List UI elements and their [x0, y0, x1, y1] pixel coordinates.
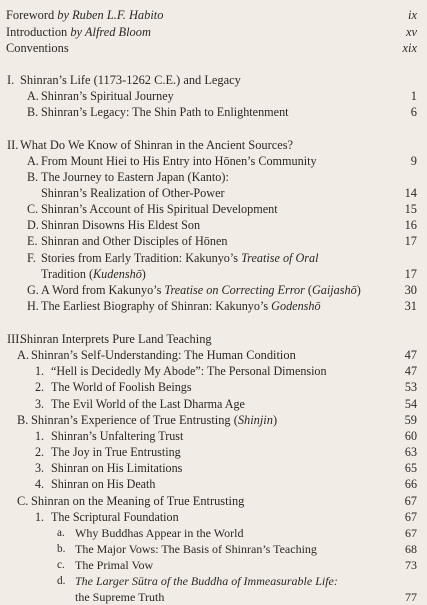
toc-entry-page-number: 47 — [404, 348, 417, 362]
toc-entry-page-number: 47 — [404, 364, 417, 378]
toc-entry-title: Why Buddhas Appear in the World — [75, 526, 244, 540]
toc-entry-label: D. — [27, 218, 39, 232]
toc-entry-title: The Joy in True Entrusting — [51, 445, 181, 459]
toc-entry-page-number: 1 — [410, 89, 417, 103]
toc-entry-title: What Do We Know of Shinran in the Ancient Sources? — [20, 138, 294, 152]
toc-row — [0, 7, 427, 23]
toc-row — [0, 379, 427, 395]
toc-entry-page-number: 66 — [404, 477, 417, 491]
toc-entry-page-number: xix — [402, 41, 417, 55]
toc-entry-title: Shinran and Other Disciples of Hōnen — [41, 234, 228, 248]
toc-entry-label: III. — [7, 332, 23, 346]
toc-entry-label: A. — [27, 89, 39, 103]
toc-entry-page-number: 77 — [405, 590, 417, 604]
toc-entry-page-number: 68 — [405, 542, 417, 556]
toc-row — [0, 589, 427, 605]
toc-entry-label: 4. — [35, 477, 45, 491]
toc-entry-title: The Major Vows: The Basis of Shinran’s Teaching — [75, 542, 317, 556]
toc-entry-page-number: ix — [408, 8, 417, 22]
toc-entry-page-number: 14 — [404, 186, 417, 200]
toc-row — [0, 24, 427, 40]
toc-entry-label: II. — [7, 138, 19, 152]
toc-entry-title: Shinran on the Meaning of True Entrusting — [31, 494, 245, 508]
toc-entry-page-number: 15 — [404, 202, 417, 216]
toc-entry-label: F. — [27, 251, 36, 265]
toc-entry-title: Shinran’s Spiritual Journey — [41, 89, 174, 103]
toc-row — [0, 557, 427, 573]
toc-entry-label: H. — [27, 299, 39, 313]
toc-entry-page-number: 67 — [404, 494, 417, 508]
toc-row — [0, 460, 427, 476]
toc-entry-title: The Larger Sūtra of the Buddha of Immeasurable Life: — [75, 574, 338, 588]
toc-entry-title: The Earliest Biography of Shinran: Kakunyo’s Godenshō — [41, 299, 321, 313]
toc-row — [0, 40, 427, 56]
toc-entry-label: 2. — [35, 380, 45, 394]
toc-entry-title: Shinran’s Experience of True Entrusting (Shinjin) — [31, 413, 278, 427]
toc-row — [0, 509, 427, 525]
toc-entry-label: 1. — [35, 429, 45, 443]
toc-entry-title: A Word from Kakunyo’s Treatise on Correcting Error (Gaijashō) — [41, 283, 361, 297]
toc-row — [0, 331, 427, 347]
toc-entry-title: the Supreme Truth — [75, 590, 165, 604]
toc-entry-title: Shinran Interprets Pure Land Teaching — [20, 332, 212, 346]
toc-entry-title: The Journey to Eastern Japan (Kanto): — [41, 170, 229, 184]
toc-entry-page-number: 53 — [404, 380, 417, 394]
toc-entry-title: The Scriptural Foundation — [51, 510, 179, 524]
toc-entry-title: Shinran on His Death — [51, 477, 156, 491]
toc-entry-title: Conventions — [6, 41, 69, 55]
toc-entry-label: 1. — [35, 510, 45, 524]
toc-entry-page-number: 6 — [410, 105, 417, 119]
toc-entry-label: I. — [7, 73, 15, 87]
toc-entry-label: 1. — [35, 364, 45, 378]
toc-entry-page-number: 54 — [404, 397, 417, 411]
toc-entry-title: Introduction by Alfred Bloom — [6, 25, 151, 39]
toc-entry-title: Shinran’s Account of His Spiritual Development — [41, 202, 278, 216]
toc-row — [0, 137, 427, 153]
toc-entry-page-number: 30 — [404, 283, 417, 297]
toc-row — [0, 493, 427, 509]
toc-row — [0, 298, 427, 314]
toc-entry-title: “Hell is Decidedly My Abode”: The Personal Dimension — [51, 364, 327, 378]
toc-entry-title: Shinran Disowns His Eldest Son — [41, 218, 201, 232]
toc-entry-label: c. — [57, 559, 65, 571]
toc-entry-title: Shinran’s Self-Understanding: The Human Condition — [31, 348, 296, 362]
toc-entry-page-number: 31 — [404, 299, 417, 313]
toc-entry-page-number: 9 — [410, 154, 417, 168]
toc-entry-title: Shinran on His Limitations — [51, 461, 183, 475]
toc-entry-label: b. — [57, 543, 66, 555]
toc-entry-page-number: 67 — [404, 510, 417, 524]
toc-entry-label: 2. — [35, 445, 45, 459]
toc-entry-label: 3. — [35, 461, 45, 475]
toc-entry-label: d. — [57, 575, 66, 587]
toc-entry-title: Shinran’s Unfaltering Trust — [51, 429, 184, 443]
toc-row — [0, 153, 427, 169]
toc-row — [0, 266, 427, 282]
toc-row — [0, 363, 427, 379]
toc-entry-page-number: 73 — [405, 558, 417, 572]
toc-row — [0, 428, 427, 444]
toc-entry-title: Shinran’s Legacy: The Shin Path to Enlightenment — [41, 105, 289, 119]
toc-row — [0, 282, 427, 298]
toc-entry-label: A. — [17, 348, 30, 362]
toc-row — [0, 476, 427, 492]
toc-entry-page-number: 16 — [404, 218, 417, 232]
toc-row — [0, 525, 427, 541]
toc-entry-label: B. — [27, 170, 39, 184]
toc-entry-page-number: 17 — [404, 267, 417, 281]
toc-entry-title: Shinran’s Realization of Other-Power — [41, 186, 225, 200]
toc-entry-title: Shinran’s Life (1173-1262 C.E.) and Legacy — [20, 73, 241, 87]
toc-entry-label: C. — [27, 202, 39, 216]
toc-entry-page-number: 60 — [404, 429, 417, 443]
toc-entry-label: G. — [27, 283, 39, 297]
toc-row — [0, 347, 427, 363]
toc-row — [0, 169, 427, 185]
toc-row — [0, 88, 427, 104]
toc-entry-label: B. — [17, 413, 29, 427]
toc-entry-label: B. — [27, 105, 39, 119]
toc-entry-label: A. — [27, 154, 39, 168]
toc-entry-label: 3. — [35, 397, 45, 411]
toc-entry-title: From Mount Hiei to His Entry into Hōnen’s Community — [41, 154, 317, 168]
toc-entry-title: Foreword by Ruben L.F. Habito — [6, 8, 164, 22]
toc-row — [0, 72, 427, 88]
toc-entry-title: The World of Foolish Beings — [51, 380, 192, 394]
toc-entry-title: Tradition (Kudenshō) — [41, 267, 146, 281]
toc-entry-page-number: 67 — [405, 526, 417, 540]
toc-row — [0, 104, 427, 120]
toc-row — [0, 250, 427, 266]
toc-row — [0, 573, 427, 589]
toc-row — [0, 233, 427, 249]
toc-row — [0, 444, 427, 460]
toc-entry-label: E. — [27, 234, 38, 248]
toc-row — [0, 185, 427, 201]
toc-entry-title: Stories from Early Tradition: Kakunyo’s Treatise of Oral — [41, 251, 319, 265]
toc-row — [0, 412, 427, 428]
toc-entry-page-number: 59 — [404, 413, 417, 427]
toc-entry-page-number: 17 — [404, 234, 417, 248]
toc-entry-title: The Primal Vow — [75, 558, 154, 572]
toc-entry-page-number: 63 — [404, 445, 417, 459]
toc-entry-page-number: xv — [406, 25, 417, 39]
toc-row — [0, 541, 427, 557]
toc-entry-title: The Evil World of the Last Dharma Age — [51, 397, 245, 411]
toc-row — [0, 396, 427, 412]
toc-entry-label: a. — [57, 527, 65, 539]
toc-row — [0, 201, 427, 217]
toc-entry-page-number: 65 — [404, 461, 417, 475]
toc-row — [0, 217, 427, 233]
toc-entry-label: C. — [17, 494, 29, 508]
